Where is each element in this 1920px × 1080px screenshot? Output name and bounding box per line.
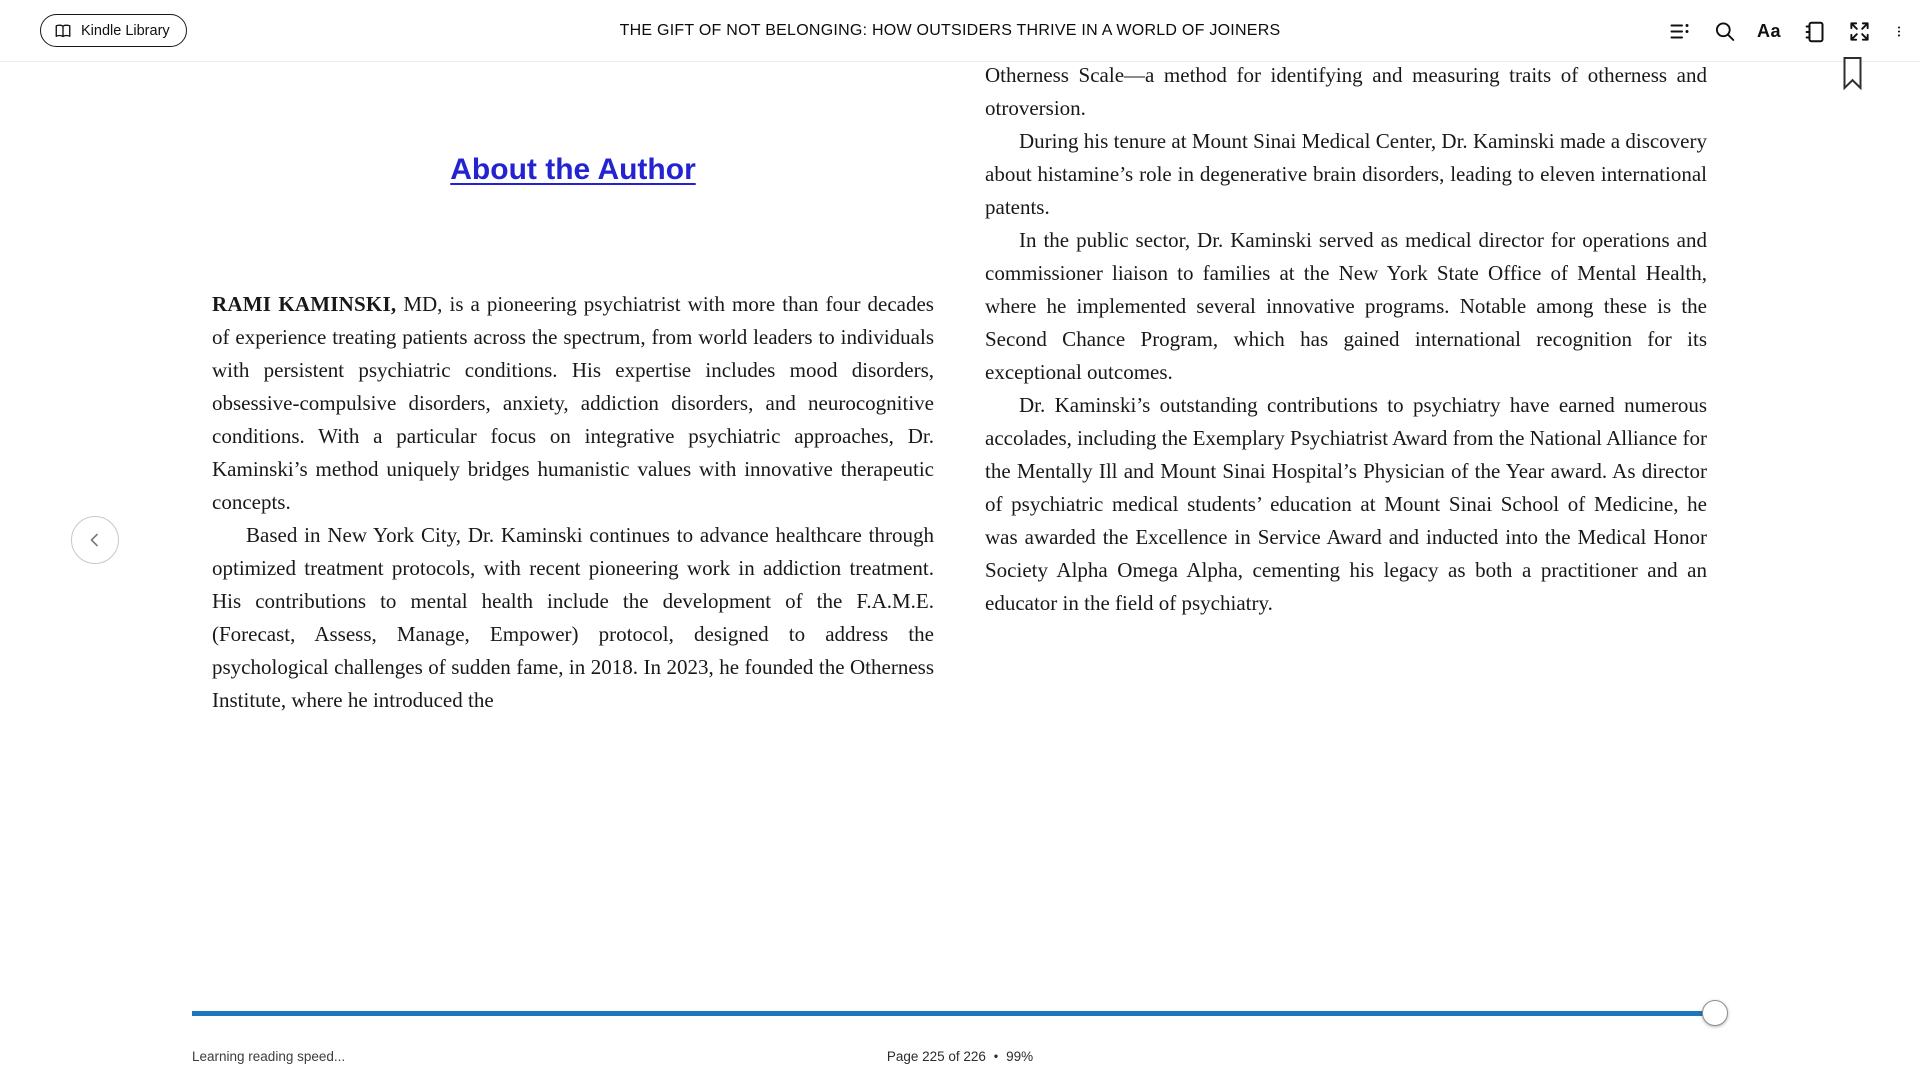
reading-speed-status: Learning reading speed... bbox=[192, 1049, 346, 1064]
progress-fill bbox=[192, 1011, 1715, 1016]
kindle-library-button[interactable] bbox=[40, 14, 187, 47]
chevron-left-icon bbox=[82, 527, 108, 553]
author-paragraph-4: In the public sector, Dr. Kaminski served as medical director for operations and commissioner liaison to families at the New York State Office of Mental Health, where he implemented several innovative programs. Notable among these is the Second Chance Program, which has gained international recognition for its exceptional outcomes. bbox=[985, 228, 1707, 384]
right-page-column bbox=[985, 59, 1707, 620]
author-paragraph-1 bbox=[212, 288, 934, 519]
author-paragraph-5: Dr. Kaminski’s outstanding contributions to psychiatry have earned numerous accolades, including the Exemplary Psychiatrist Award from the National Alliance for the Mentally Ill and Mount Sinai Hospital’s Physician of the Year award. As director of psychiatric medical students’ education at Mount Sinai School of Medicine, he was awarded the Excellence in Service Award and inducted into the Medical Honor Society Alpha Omega Alpha, cementing his legacy as both a practitioner and an educator in the field of psychiatry. bbox=[985, 393, 1707, 615]
author-paragraph-1-text: MD, is a pioneering psychiatrist with more than four decades of experience treating patients across the spectrum, from world leaders to individuals with persistent psychiatric conditions. His expertise includes mood disorders, obsessive-compulsive disorders, anxiety, addiction disorders, and neurocognitive conditions. With a particular focus on integrative psychiatric approaches, Dr. Kaminski’s method uniquely bridges humanistic values with innovative therapeutic concepts. bbox=[212, 292, 934, 514]
page-number-label: Page 225 of 226 bbox=[886, 1049, 986, 1064]
fullscreen-expand-icon[interactable] bbox=[1847, 19, 1871, 43]
kebab-menu-icon[interactable] bbox=[1892, 19, 1906, 43]
percent-read-label: 99% bbox=[1006, 1049, 1034, 1064]
toolbar-icon-group bbox=[1667, 0, 1906, 62]
progress-knob[interactable] bbox=[1702, 1000, 1728, 1026]
toc-list-icon[interactable] bbox=[1667, 19, 1691, 43]
reader-toolbar bbox=[0, 0, 1920, 62]
reading-progress-bar[interactable] bbox=[192, 1011, 1730, 1016]
notebook-icon[interactable] bbox=[1802, 19, 1826, 43]
author-paragraph-2: Based in New York City, Dr. Kaminski continues to advance healthcare through optimized treatment protocols, with recent pioneering work in addiction treatment. His contributions to mental health include the development of the F.A.M.E. (Forecast, Assess, Manage, Empower) protocol, designed to address the psychological challenges of sudden fame, in 2018. In 2023, he founded the Otherness Institute, where he introduced the bbox=[212, 523, 934, 712]
book-title: THE GIFT OF NOT BELONGING: HOW OUTSIDERS THRIVE IN A WORLD OF JOINERS bbox=[619, 22, 1281, 39]
author-paragraph-2-continuation: Otherness Scale—a method for identifying and measuring traits of otherness and otroversion. bbox=[985, 63, 1707, 120]
page-position-info bbox=[0, 1049, 1920, 1064]
open-book-icon bbox=[54, 22, 72, 40]
font-settings-button[interactable]: Aa bbox=[1757, 19, 1781, 43]
bookmark-icon[interactable] bbox=[1842, 57, 1863, 90]
author-paragraph-3: During his tenure at Mount Sinai Medical Center, Dr. Kaminski made a discovery about histamine’s role in degenerative brain disorders, leading to eleven international patents. bbox=[985, 129, 1707, 219]
kindle-library-label: Kindle Library bbox=[81, 22, 170, 39]
previous-page-button[interactable] bbox=[71, 516, 119, 564]
bullet-separator: • bbox=[993, 1049, 999, 1063]
author-name-bold: RAMI KAMINSKI, bbox=[212, 292, 397, 316]
left-page-column bbox=[212, 288, 934, 717]
chapter-heading-link[interactable]: About the Author bbox=[450, 153, 696, 186]
search-icon[interactable] bbox=[1712, 19, 1736, 43]
